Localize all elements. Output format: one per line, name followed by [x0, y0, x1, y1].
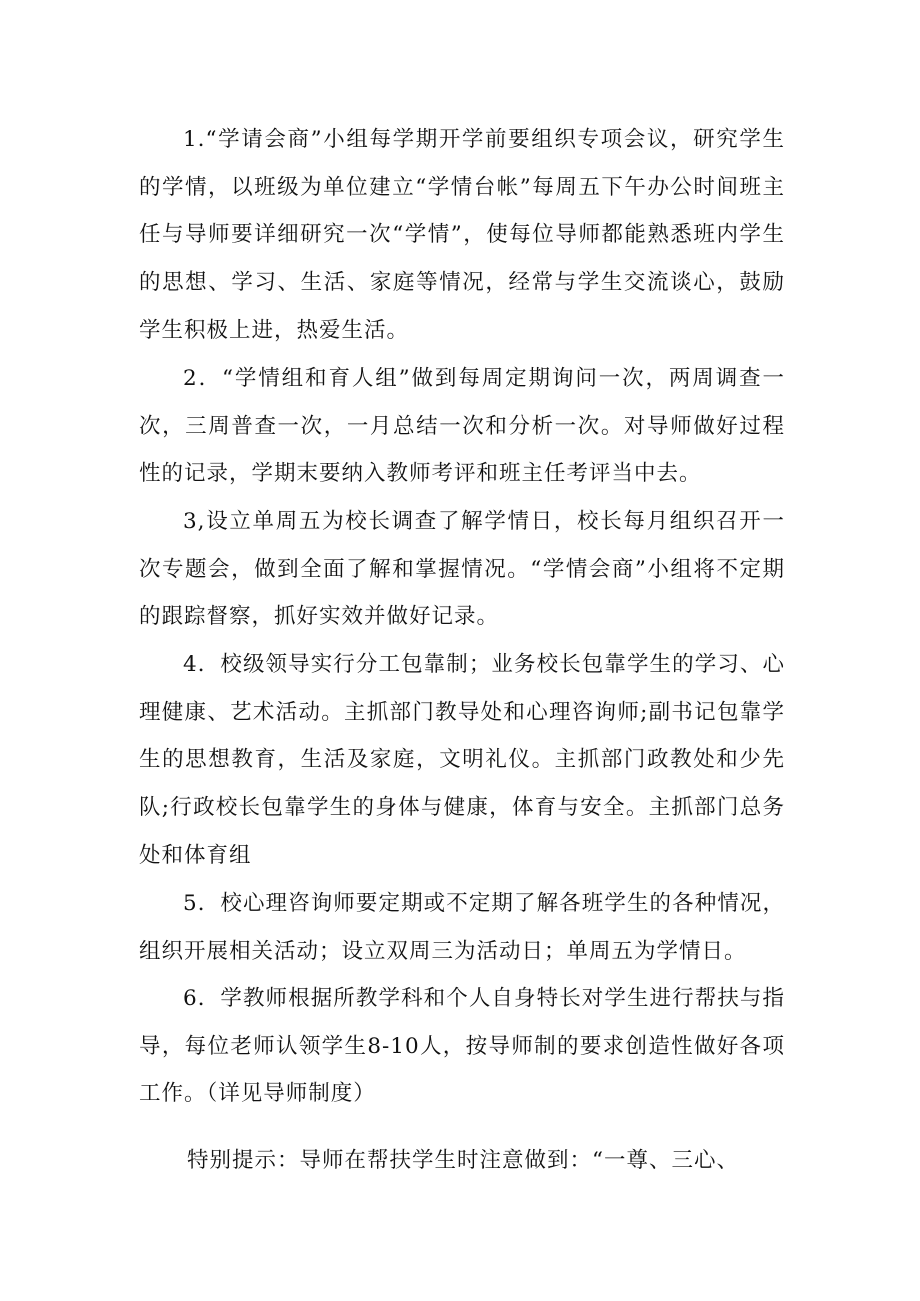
paragraph-item-4: 4．校级领导实行分工包靠制；业务校长包靠学生的学习、心理健康、艺术活动。主抓部门教导处和心理咨询师;副书记包靠学生的思想教育，生活及家庭，文明礼仪。主抓部门政教处和少先队;行政校长包靠学生的身体与健康，体育与安全。主抓部门总务处和体育组: [139, 652, 785, 868]
paragraph-item-1: 1.“学请会商”小组每学期开学前要组织专项会议，研究学生的学情，以班级为单位建立“学情台帐”每周五下午办公时间班主任与导师要详细研究一次“学情”，使每位导师都能熟悉班内学生的思想、学习、生活、家庭等情况，经常与学生交流谈心，鼓励学生积极上进，热爱生活。: [139, 127, 785, 343]
paragraph-item-5: 5．校心理咨询师要定期或不定期了解各班学生的各种情况，组织开展相关活动；设立双周三为活动日；单周五为学情日。: [139, 891, 785, 964]
paragraph-item-2: 2．“学情组和育人组”做到每周定期询问一次，两周调查一次，三周普查一次，一月总结一次和分析一次。对导师做好过程性的记录，学期末要纳入教师考评和班主任考评当中去。: [139, 366, 785, 487]
paragraph-item-6: 6．学教师根据所教学科和个人自身特长对学生进行帮扶与指导，每位老师认领学生8-10人，按导师制的要求创造性做好各项工作。（详见导师制度）: [139, 986, 785, 1107]
paragraph-item-3: 3,设立单周五为校长调查了解学情日，校长每月组织召开一次专题会，做到全面了解和掌握情况。“学情会商”小组将不定期的跟踪督察，抓好实效并做好记录。: [139, 509, 785, 630]
special-note-paragraph: 特别提示：导师在帮扶学生时注意做到：“一尊、三心、: [187, 1148, 739, 1173]
